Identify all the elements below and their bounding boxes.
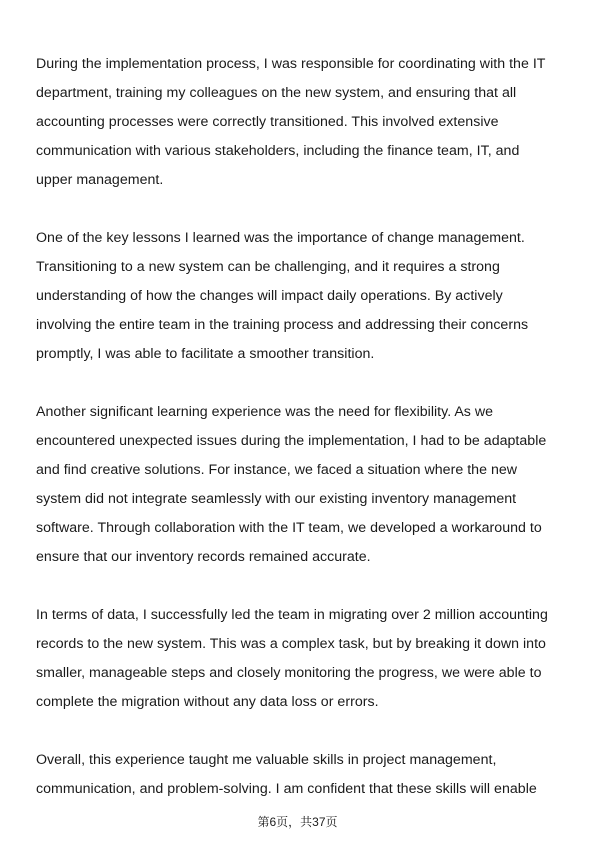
page-number-footer: 第6页，共37页 [257, 815, 338, 829]
text-line: communication, and problem-solving. I am confident that these skills will enable [36, 781, 537, 797]
paragraph-data-migration [36, 601, 566, 717]
text-line: understanding of how the changes will impact daily operations. By actively [36, 288, 503, 304]
text-line: records to the new system. This was a complex task, but by breaking it down into [36, 636, 546, 652]
text-line: department, training my colleagues on the new system, and ensuring that all [36, 85, 517, 101]
paragraph-flexibility [36, 398, 566, 572]
paragraph-implementation [36, 50, 566, 195]
text-line: One of the key lessons I learned was the importance of change management. [36, 230, 525, 246]
paragraph-overall [36, 746, 566, 804]
text-line: Overall, this experience taught me valuable skills in project management, [36, 752, 497, 768]
text-line: accounting processes were correctly transitioned. This involved extensive [36, 114, 499, 130]
paragraph-change-management [36, 224, 566, 369]
text-line: software. Through collaboration with the IT team, we developed a workaround to [36, 520, 542, 536]
text-line: encountered unexpected issues during the implementation, I had to be adaptable [36, 433, 547, 449]
text-line: smaller, manageable steps and closely monitoring the progress, we were able to [36, 665, 542, 681]
text-line: Another significant learning experience was the need for flexibility. As we [36, 404, 494, 420]
text-line: Transitioning to a new system can be challenging, and it requires a strong [36, 259, 500, 275]
text-line: system did not integrate seamlessly with our existing inventory management [36, 491, 517, 507]
text-line: communication with various stakeholders, including the finance team, IT, and [36, 143, 520, 159]
text-line: In terms of data, I successfully led the team in migrating over 2 million accounting [36, 607, 548, 623]
text-line: During the implementation process, I was responsible for coordinating with the IT [36, 56, 546, 72]
text-line: complete the migration without any data loss or errors. [36, 694, 379, 710]
text-line: involving the entire team in the training process and addressing their concerns [36, 317, 529, 333]
text-line: promptly, I was able to facilitate a smoother transition. [36, 346, 375, 362]
text-line: upper management. [36, 172, 164, 188]
text-line: ensure that our inventory records remained accurate. [36, 549, 371, 565]
document-page [36, 50, 566, 833]
text-line: and find creative solutions. For instance, we faced a situation where the new [36, 462, 518, 478]
